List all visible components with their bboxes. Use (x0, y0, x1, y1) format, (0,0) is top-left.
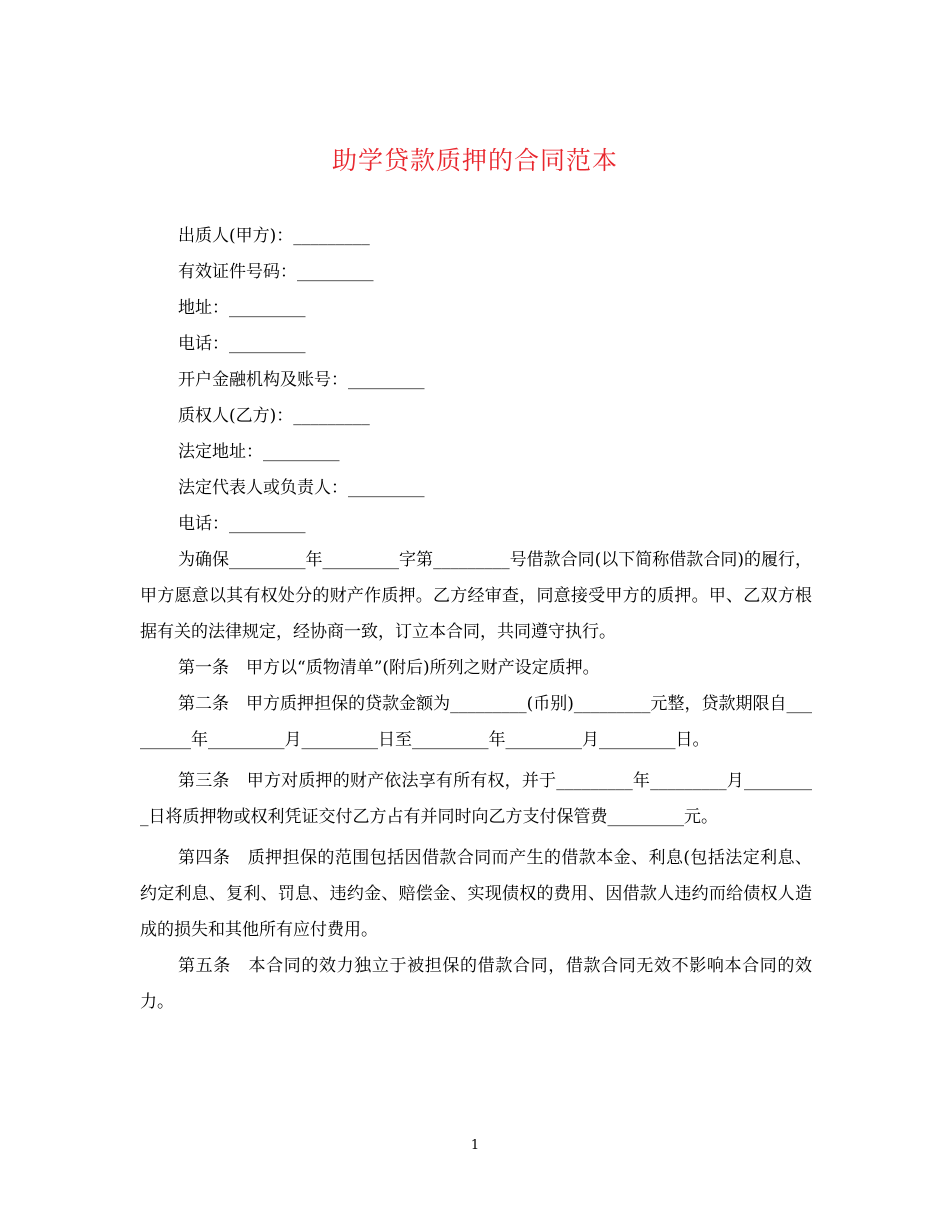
article-4: 第四条 质押担保的范围包括因借款合同而产生的借款本金、利息(包括法定利息、约定利息、复利、罚息、违约金、赔偿金、实现债权的费用、因借款人违约而给债权人造成的损失和其他所有应付费用。 (140, 848, 812, 940)
document-title: 助学贷款质押的合同范本 (331, 146, 618, 175)
intro-paragraph: 为确保_________年_________字第_________号借款合同(以下简称借款合同)的履行，甲方愿意以其有权处分的财产作质押。乙方经审查，同意接受甲方的质押。甲、乙双方根据有关的法律规定，经协商一致，订立本合同，共同遵守执行。 (140, 550, 812, 642)
page-number: 1 (470, 1138, 480, 1153)
field-pledgee: 质权人(乙方)：_________ (178, 406, 370, 426)
article-1: 第一条 甲方以“质物清单”(附后)所列之财产设定质押。 (178, 658, 600, 678)
field-legal-representative: 法定代表人或负责人：_________ (178, 478, 425, 498)
field-pledgee-phone: 电话：_________ (178, 514, 306, 534)
field-phone: 电话：_________ (178, 334, 306, 354)
field-address: 地址：_________ (178, 298, 306, 318)
field-legal-address: 法定地址：_________ (178, 442, 340, 462)
document-body (140, 218, 812, 1020)
field-bank-account: 开户金融机构及账号：_________ (178, 370, 425, 390)
article-3: 第三条 甲方对质押的财产依法享有所有权，并于_________年_________月_________日将质押物或权利凭证交付乙方占有并同时向乙方支付保管费_________元。 (140, 771, 812, 827)
article-2: 第二条 甲方质押担保的贷款金额为_________(币别)_________元整，贷款期限自_________年_________月_________日至_________年_________月_________日。 (140, 694, 812, 750)
field-id-number: 有效证件号码：_________ (178, 262, 374, 282)
article-5: 第五条 本合同的效力独立于被担保的借款合同，借款合同无效不影响本合同的效力。 (140, 956, 812, 1012)
field-pledgor: 出质人(甲方)：_________ (178, 226, 370, 246)
